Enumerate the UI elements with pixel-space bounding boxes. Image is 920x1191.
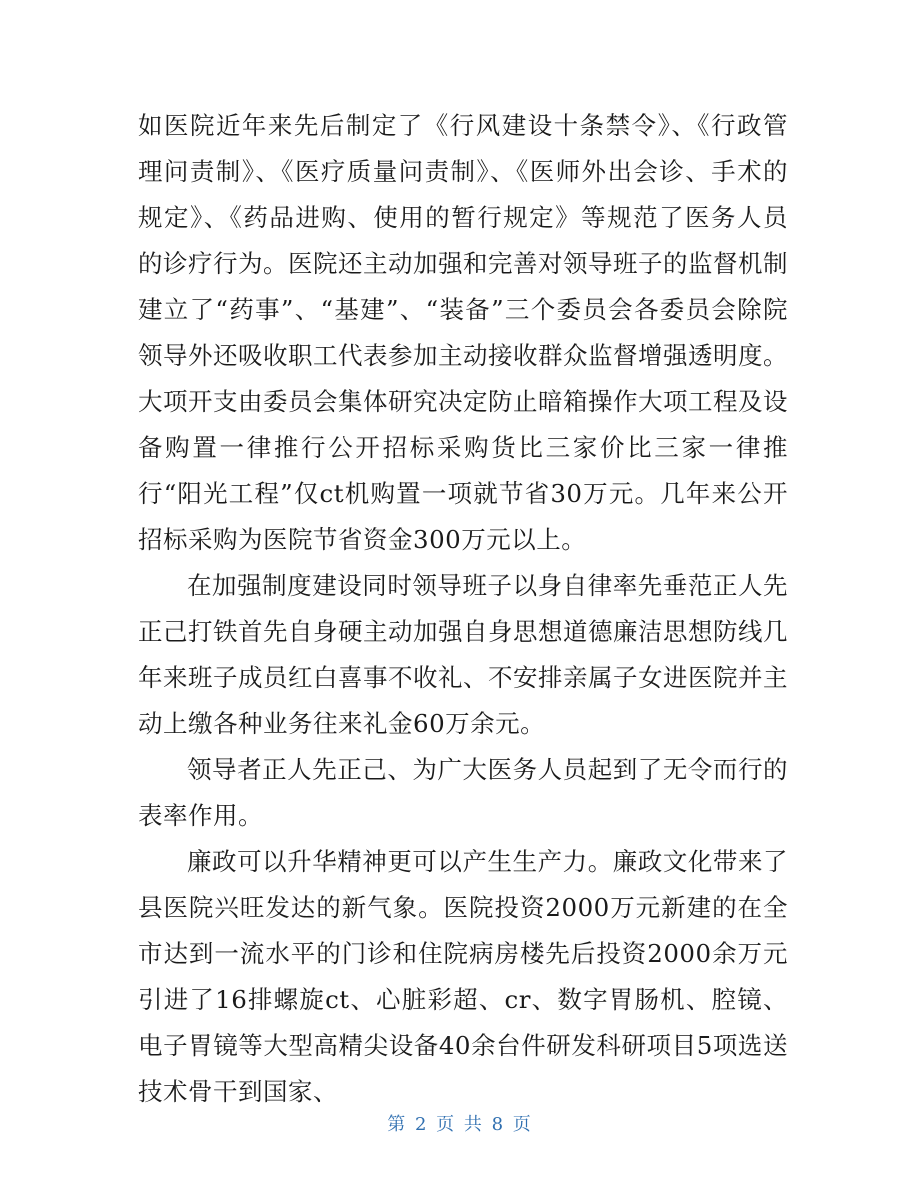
paragraph-3: 领导者正人先正己、为广大医务人员起到了无令而行的表率作用。 bbox=[138, 755, 788, 830]
paragraph-4: 廉政可以升华精神更可以产生生产力。廉政文化带来了县医院兴旺发达的新气象。医院投资2000万元新建的在全市达到一流水平的门诊和住院病房楼先后投资2000余万元引进了16排螺旋ct、心脏彩超、cr、数字胃肠机、腔镜、电子胃镜等大型高精尖设备40余台件研发科研项目5项选送技术骨干到国家、 bbox=[138, 847, 788, 1106]
paragraph-2: 在加强制度建设同时领导班子以身自律率先垂范正人先正己打铁首先自身硬主动加强自身思想道德廉洁思想防线几年来班子成员红白喜事不收礼、不安排亲属子女进医院并主动上缴各种业务往来礼金60万余元。 bbox=[138, 571, 788, 738]
paragraph-1: 如医院近年来先后制定了《行风建设十条禁令》、《行政管理问责制》、《医疗质量问责制》、《医师外出会诊、手术的规定》、《药品进购、使用的暂行规定》等规范了医务人员的诊疗行为。医院还主动加强和完善对领导班子的监督机制建立了“药事”、“基建”、“装备”三个委员会各委员会除院领导外还吸收职工代表参加主动接收群众监督增强透明度。大项开支由委员会集体研究决定防止暗箱操作大项工程及设备购置一律推行公开招标采购货比三家价比三家一律推行“阳光工程”仅ct机购置一项就节省30万元。几年来公开招标采购为医院节省资金300万元以上。 bbox=[138, 111, 788, 554]
document-body bbox=[138, 103, 788, 1115]
page-number-footer: 第 2 页 共 8 页 bbox=[387, 1114, 533, 1135]
